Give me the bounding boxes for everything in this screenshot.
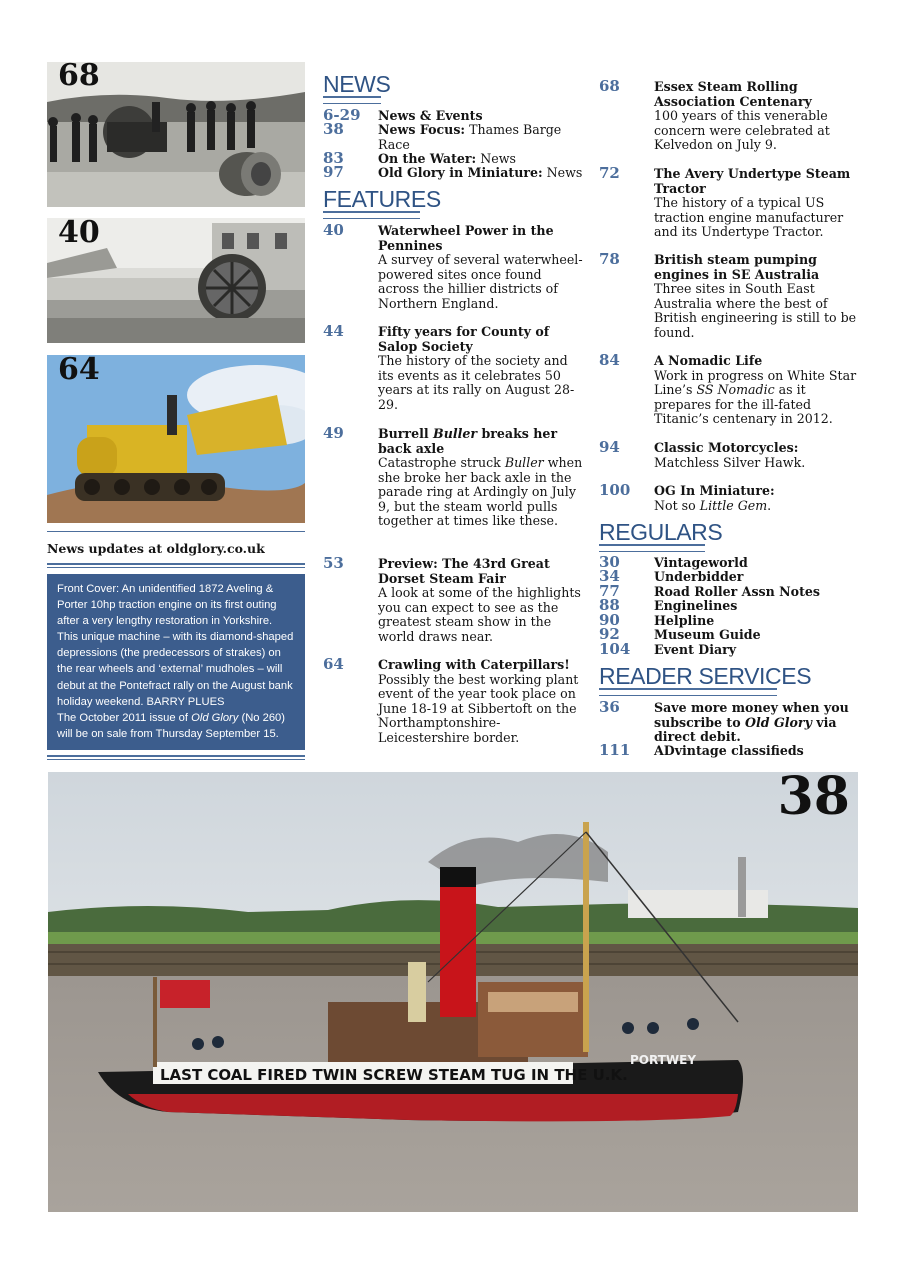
divider [47, 759, 305, 760]
photo-number: 64 [58, 355, 100, 387]
photo-40-waterwheel [47, 218, 305, 343]
photo-number: 38 [777, 772, 850, 827]
photo-64-crawler [47, 355, 305, 523]
photo-38-image [48, 772, 858, 1212]
divider [47, 563, 305, 565]
regulars-heading: REGULARS [599, 519, 722, 545]
photo-68-steam-engine [47, 62, 305, 207]
news-heading: NEWS [323, 71, 390, 97]
reader-services-heading: READER SERVICES [599, 663, 811, 689]
features-heading: FEATURES [323, 186, 441, 212]
photo-number: 40 [58, 218, 100, 250]
photo-number: 68 [58, 62, 100, 93]
ship-name-text: PORTWEY [630, 1053, 697, 1067]
divider [47, 755, 305, 757]
hull-banner-text: LAST COAL FIRED TWIN SCREW STEAM TUG IN THE U.K. [160, 1066, 628, 1084]
cover-caption-text: Front Cover: An unidentified 1872 Aveling & Porter 10hp traction engine on its first outing after a very lengthy restoration in Yorkshire. This unique machine – with its diamond-shaped depressions (the predecessors of strakes) on the rear wheels and ‘external’ mudholes – will debut at the Pontefract rally on the August bank holiday weekend. BARRY PLUES [57, 583, 294, 708]
news-updates-link[interactable]: News updates at oldglory.co.uk [47, 541, 265, 556]
photo-38-steam-tug [48, 772, 858, 1212]
front-cover-caption [47, 574, 305, 750]
divider [47, 567, 305, 568]
divider [47, 531, 305, 532]
issue-text: The October 2011 issue of Old Glory (No 260) will be on sale from Thursday September 15. [57, 711, 286, 740]
